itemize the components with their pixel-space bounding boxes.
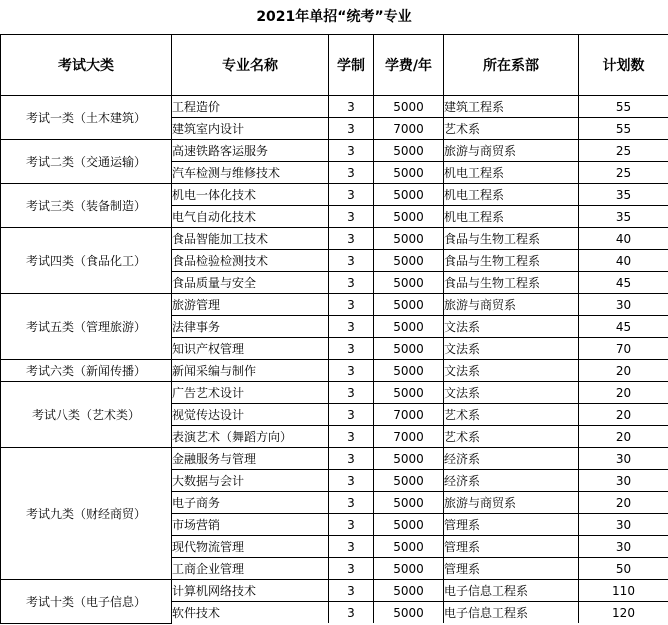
plan-count-cell: 55	[579, 96, 668, 118]
department-cell: 管理系	[444, 536, 579, 558]
header-major: 专业名称	[172, 35, 329, 96]
plan-count-cell: 50	[579, 558, 668, 580]
header-years: 学制	[329, 35, 374, 96]
header-row	[1, 35, 668, 96]
department-cell: 管理系	[444, 558, 579, 580]
table-row	[1, 184, 668, 206]
department-cell: 食品与生物工程系	[444, 272, 579, 294]
department-cell: 食品与生物工程系	[444, 250, 579, 272]
fee-cell: 5000	[374, 536, 444, 558]
exam-category-cell: 考试六类（新闻传播）	[1, 360, 172, 382]
plan-count-cell: 20	[579, 492, 668, 514]
fee-cell: 5000	[374, 470, 444, 492]
plan-count-cell: 40	[579, 250, 668, 272]
exam-category-cell: 考试九类（财经商贸）	[1, 448, 172, 580]
department-cell: 文法系	[444, 338, 579, 360]
years-cell: 3	[329, 514, 374, 536]
major-name-cell: 大数据与会计	[172, 470, 329, 492]
fee-cell: 5000	[374, 514, 444, 536]
department-cell: 旅游与商贸系	[444, 140, 579, 162]
plan-count-cell: 30	[579, 470, 668, 492]
department-cell: 经济系	[444, 470, 579, 492]
years-cell: 3	[329, 294, 374, 316]
years-cell: 3	[329, 184, 374, 206]
major-name-cell: 工商企业管理	[172, 558, 329, 580]
fee-cell: 5000	[374, 338, 444, 360]
department-cell: 艺术系	[444, 118, 579, 140]
fee-cell: 5000	[374, 250, 444, 272]
exam-category-cell: 考试二类（交通运输）	[1, 140, 172, 184]
fee-cell: 5000	[374, 316, 444, 338]
plan-count-cell: 110	[579, 580, 668, 602]
plan-count-cell: 70	[579, 338, 668, 360]
fee-cell: 7000	[374, 426, 444, 448]
plan-count-cell: 20	[579, 382, 668, 404]
header-fee: 学费/年	[374, 35, 444, 96]
fee-cell: 5000	[374, 602, 444, 624]
years-cell: 3	[329, 272, 374, 294]
major-name-cell: 高速铁路客运服务	[172, 140, 329, 162]
plan-count-cell: 45	[579, 272, 668, 294]
years-cell: 3	[329, 250, 374, 272]
header-category: 考试大类	[1, 35, 172, 96]
table-row	[1, 96, 668, 118]
plan-count-cell: 45	[579, 316, 668, 338]
major-name-cell: 现代物流管理	[172, 536, 329, 558]
fee-cell: 7000	[374, 404, 444, 426]
years-cell: 3	[329, 580, 374, 602]
fee-cell: 5000	[374, 140, 444, 162]
fee-cell: 5000	[374, 448, 444, 470]
years-cell: 3	[329, 558, 374, 580]
plan-count-cell: 30	[579, 294, 668, 316]
years-cell: 3	[329, 602, 374, 624]
table-row	[1, 294, 668, 316]
table-row	[1, 382, 668, 404]
department-cell: 机电工程系	[444, 206, 579, 228]
plan-count-cell: 20	[579, 404, 668, 426]
fee-cell: 5000	[374, 558, 444, 580]
plan-count-cell: 120	[579, 602, 668, 624]
major-name-cell: 电气自动化技术	[172, 206, 329, 228]
major-name-cell: 法律事务	[172, 316, 329, 338]
exam-category-cell: 考试五类（管理旅游）	[1, 294, 172, 360]
years-cell: 3	[329, 448, 374, 470]
major-name-cell: 视觉传达设计	[172, 404, 329, 426]
department-cell: 机电工程系	[444, 184, 579, 206]
plan-count-cell: 35	[579, 184, 668, 206]
department-cell: 旅游与商贸系	[444, 492, 579, 514]
years-cell: 3	[329, 228, 374, 250]
fee-cell: 5000	[374, 580, 444, 602]
fee-cell: 7000	[374, 118, 444, 140]
table-row	[1, 360, 668, 382]
major-name-cell: 食品检验检测技术	[172, 250, 329, 272]
department-cell: 电子信息工程系	[444, 580, 579, 602]
department-cell: 管理系	[444, 514, 579, 536]
fee-cell: 5000	[374, 228, 444, 250]
major-name-cell: 机电一体化技术	[172, 184, 329, 206]
exam-category-cell: 考试四类（食品化工）	[1, 228, 172, 294]
plan-count-cell: 30	[579, 448, 668, 470]
fee-cell: 5000	[374, 184, 444, 206]
department-cell: 机电工程系	[444, 162, 579, 184]
fee-cell: 5000	[374, 96, 444, 118]
years-cell: 3	[329, 404, 374, 426]
header-plan: 计划数	[579, 35, 668, 96]
years-cell: 3	[329, 140, 374, 162]
years-cell: 3	[329, 426, 374, 448]
plan-count-cell: 30	[579, 536, 668, 558]
document-title: 2021年单招“统考”专业	[256, 9, 412, 25]
major-name-cell: 旅游管理	[172, 294, 329, 316]
years-cell: 3	[329, 492, 374, 514]
exam-category-cell: 考试八类（艺术类）	[1, 382, 172, 448]
fee-cell: 5000	[374, 294, 444, 316]
plan-count-cell: 20	[579, 426, 668, 448]
department-cell: 艺术系	[444, 404, 579, 426]
major-name-cell: 知识产权管理	[172, 338, 329, 360]
major-name-cell: 计算机网络技术	[172, 580, 329, 602]
table-row	[1, 228, 668, 250]
fee-cell: 5000	[374, 272, 444, 294]
major-name-cell: 市场营销	[172, 514, 329, 536]
exam-category-cell: 考试三类（装备制造）	[1, 184, 172, 228]
department-cell: 文法系	[444, 382, 579, 404]
major-name-cell: 表演艺术（舞蹈方向）	[172, 426, 329, 448]
years-cell: 3	[329, 360, 374, 382]
fee-cell: 5000	[374, 382, 444, 404]
header-dept: 所在系部	[444, 35, 579, 96]
plan-count-cell: 20	[579, 360, 668, 382]
years-cell: 3	[329, 162, 374, 184]
fee-cell: 5000	[374, 360, 444, 382]
years-cell: 3	[329, 536, 374, 558]
major-name-cell: 建筑室内设计	[172, 118, 329, 140]
table-row	[1, 448, 668, 470]
table-body	[1, 96, 668, 624]
plan-count-cell: 55	[579, 118, 668, 140]
major-name-cell: 汽车检测与维修技术	[172, 162, 329, 184]
major-name-cell: 软件技术	[172, 602, 329, 624]
department-cell: 旅游与商贸系	[444, 294, 579, 316]
plan-count-cell: 35	[579, 206, 668, 228]
years-cell: 3	[329, 96, 374, 118]
major-name-cell: 食品质量与安全	[172, 272, 329, 294]
plan-count-cell: 30	[579, 514, 668, 536]
years-cell: 3	[329, 382, 374, 404]
major-name-cell: 新闻采编与制作	[172, 360, 329, 382]
exam-category-cell: 考试十类（电子信息）	[1, 580, 172, 624]
table-row	[1, 140, 668, 162]
fee-cell: 5000	[374, 206, 444, 228]
department-cell: 文法系	[444, 316, 579, 338]
department-cell: 经济系	[444, 448, 579, 470]
department-cell: 食品与生物工程系	[444, 228, 579, 250]
department-cell: 建筑工程系	[444, 96, 579, 118]
major-name-cell: 金融服务与管理	[172, 448, 329, 470]
years-cell: 3	[329, 206, 374, 228]
years-cell: 3	[329, 316, 374, 338]
enrollment-table	[0, 34, 668, 624]
major-name-cell: 工程造价	[172, 96, 329, 118]
years-cell: 3	[329, 118, 374, 140]
major-name-cell: 广告艺术设计	[172, 382, 329, 404]
major-name-cell: 食品智能加工技术	[172, 228, 329, 250]
department-cell: 电子信息工程系	[444, 602, 579, 624]
major-name-cell: 电子商务	[172, 492, 329, 514]
years-cell: 3	[329, 470, 374, 492]
plan-count-cell: 25	[579, 162, 668, 184]
table-row	[1, 580, 668, 602]
plan-count-cell: 40	[579, 228, 668, 250]
years-cell: 3	[329, 338, 374, 360]
plan-count-cell: 25	[579, 140, 668, 162]
department-cell: 艺术系	[444, 426, 579, 448]
fee-cell: 5000	[374, 492, 444, 514]
fee-cell: 5000	[374, 162, 444, 184]
exam-category-cell: 考试一类（土木建筑）	[1, 96, 172, 140]
department-cell: 文法系	[444, 360, 579, 382]
